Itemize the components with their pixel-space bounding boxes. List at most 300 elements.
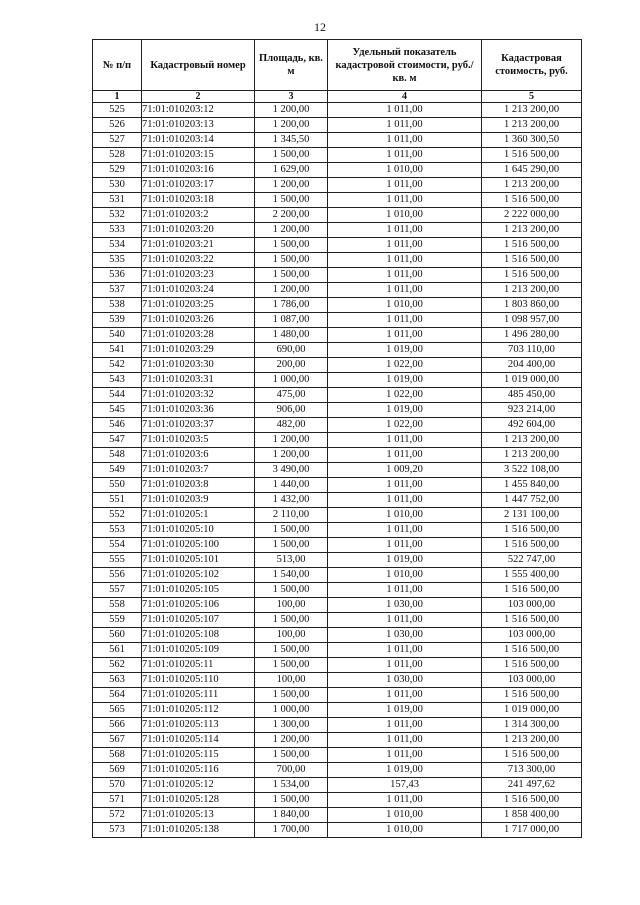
table-row	[93, 673, 582, 688]
cadastral-number-cell: 71:01:010203:25	[142, 298, 255, 313]
table-row	[93, 403, 582, 418]
cadastral-value-cell: 1 213 200,00	[482, 433, 582, 448]
row-number-cell: 558	[93, 598, 142, 613]
table-row	[93, 178, 582, 193]
area-cell: 1 500,00	[255, 793, 328, 808]
cadastral-value-cell: 1 516 500,00	[482, 583, 582, 598]
table-row	[93, 463, 582, 478]
table-row	[93, 568, 582, 583]
cadastral-value-cell: 713 300,00	[482, 763, 582, 778]
row-number-cell: 547	[93, 433, 142, 448]
table-row	[93, 118, 582, 133]
header-specific-value: Удельный показатель кадастровой стоимости, руб./кв. м	[328, 40, 482, 91]
cadastral-number-cell: 71:01:010205:106	[142, 598, 255, 613]
row-number-cell: 537	[93, 283, 142, 298]
area-cell: 1 500,00	[255, 523, 328, 538]
row-number-cell: 527	[93, 133, 142, 148]
specific-value-cell: 1 010,00	[328, 208, 482, 223]
cadastral-number-cell: 71:01:010205:107	[142, 613, 255, 628]
cadastral-value-cell: 1 717 000,00	[482, 823, 582, 838]
area-cell: 1 534,00	[255, 778, 328, 793]
row-number-cell: 554	[93, 538, 142, 553]
row-number-cell: 530	[93, 178, 142, 193]
table-row	[93, 358, 582, 373]
specific-value-cell: 1 011,00	[328, 238, 482, 253]
table-row	[93, 313, 582, 328]
cadastral-number-cell: 71:01:010203:24	[142, 283, 255, 298]
area-cell: 3 490,00	[255, 463, 328, 478]
cadastral-number-cell: 71:01:010205:110	[142, 673, 255, 688]
cadastral-number-cell: 71:01:010203:17	[142, 178, 255, 193]
row-number-cell: 559	[93, 613, 142, 628]
cadastral-number-cell: 71:01:010203:5	[142, 433, 255, 448]
area-cell: 1 786,00	[255, 298, 328, 313]
area-cell: 1 200,00	[255, 733, 328, 748]
cadastral-value-cell: 522 747,00	[482, 553, 582, 568]
row-number-cell: 548	[93, 448, 142, 463]
cadastral-value-cell: 923 214,00	[482, 403, 582, 418]
specific-value-cell: 1 011,00	[328, 118, 482, 133]
cadastral-number-cell: 71:01:010203:18	[142, 193, 255, 208]
cadastral-number-cell: 71:01:010203:32	[142, 388, 255, 403]
cadastral-value-cell: 1 447 752,00	[482, 493, 582, 508]
table-row	[93, 823, 582, 838]
row-number-cell: 543	[93, 373, 142, 388]
row-number-cell: 528	[93, 148, 142, 163]
specific-value-cell: 1 019,00	[328, 763, 482, 778]
specific-value-cell: 1 030,00	[328, 598, 482, 613]
row-number-cell: 568	[93, 748, 142, 763]
row-number-cell: 565	[93, 703, 142, 718]
cadastral-number-cell: 71:01:010205:101	[142, 553, 255, 568]
specific-value-cell: 1 019,00	[328, 703, 482, 718]
cadastral-value-cell: 1 803 860,00	[482, 298, 582, 313]
row-number-cell: 536	[93, 268, 142, 283]
cadastral-value-cell: 1 213 200,00	[482, 733, 582, 748]
row-number-cell: 552	[93, 508, 142, 523]
table-row	[93, 448, 582, 463]
table-row	[93, 613, 582, 628]
area-cell: 100,00	[255, 628, 328, 643]
cadastral-number-cell: 71:01:010205:112	[142, 703, 255, 718]
table-row	[93, 328, 582, 343]
cadastral-number-cell: 71:01:010205:1	[142, 508, 255, 523]
area-cell: 1 432,00	[255, 493, 328, 508]
area-cell: 690,00	[255, 343, 328, 358]
cadastral-number-cell: 71:01:010203:16	[142, 163, 255, 178]
specific-value-cell: 1 011,00	[328, 223, 482, 238]
row-number-cell: 563	[93, 673, 142, 688]
table-row	[93, 538, 582, 553]
table-row	[93, 658, 582, 673]
cadastral-number-cell: 71:01:010203:12	[142, 103, 255, 118]
area-cell: 1 200,00	[255, 118, 328, 133]
cadastral-value-cell: 3 522 108,00	[482, 463, 582, 478]
cadastral-number-cell: 71:01:010203:21	[142, 238, 255, 253]
specific-value-cell: 1 010,00	[328, 823, 482, 838]
cadastral-value-cell: 703 110,00	[482, 343, 582, 358]
column-index: 3	[255, 91, 328, 103]
specific-value-cell: 1 011,00	[328, 493, 482, 508]
area-cell: 100,00	[255, 598, 328, 613]
cadastral-number-cell: 71:01:010205:115	[142, 748, 255, 763]
table-row	[93, 133, 582, 148]
row-number-cell: 534	[93, 238, 142, 253]
area-cell: 1 200,00	[255, 283, 328, 298]
table-row	[93, 193, 582, 208]
row-number-cell: 550	[93, 478, 142, 493]
specific-value-cell: 1 011,00	[328, 253, 482, 268]
cadastral-value-cell: 103 000,00	[482, 673, 582, 688]
table-row	[93, 763, 582, 778]
cadastral-number-cell: 71:01:010203:14	[142, 133, 255, 148]
table-row	[93, 268, 582, 283]
table-row	[93, 163, 582, 178]
area-cell: 1 480,00	[255, 328, 328, 343]
row-number-cell: 561	[93, 643, 142, 658]
specific-value-cell: 1 010,00	[328, 568, 482, 583]
area-cell: 482,00	[255, 418, 328, 433]
specific-value-cell: 1 030,00	[328, 673, 482, 688]
table-row	[93, 208, 582, 223]
specific-value-cell: 1 019,00	[328, 403, 482, 418]
table-row	[93, 778, 582, 793]
specific-value-cell: 157,43	[328, 778, 482, 793]
cadastral-value-cell: 1 516 500,00	[482, 688, 582, 703]
row-number-cell: 525	[93, 103, 142, 118]
row-number-cell: 553	[93, 523, 142, 538]
specific-value-cell: 1 011,00	[328, 268, 482, 283]
table-row	[93, 283, 582, 298]
cadastral-number-cell: 71:01:010205:109	[142, 643, 255, 658]
cadastral-value-cell: 1 314 300,00	[482, 718, 582, 733]
area-cell: 1 200,00	[255, 178, 328, 193]
specific-value-cell: 1 019,00	[328, 553, 482, 568]
cadastral-value-cell: 2 131 100,00	[482, 508, 582, 523]
cadastral-number-cell: 71:01:010203:36	[142, 403, 255, 418]
area-cell: 1 500,00	[255, 688, 328, 703]
area-cell: 513,00	[255, 553, 328, 568]
row-number-cell: 541	[93, 343, 142, 358]
cadastral-value-cell: 492 604,00	[482, 418, 582, 433]
specific-value-cell: 1 022,00	[328, 418, 482, 433]
table-row	[93, 793, 582, 808]
header-row-number: № п/п	[93, 40, 142, 91]
area-cell: 1 440,00	[255, 478, 328, 493]
area-cell: 1 000,00	[255, 373, 328, 388]
table-row	[93, 433, 582, 448]
specific-value-cell: 1 011,00	[328, 733, 482, 748]
row-number-cell: 569	[93, 763, 142, 778]
cadastral-value-cell: 1 516 500,00	[482, 523, 582, 538]
row-number-cell: 545	[93, 403, 142, 418]
cadastral-value-cell: 1 858 400,00	[482, 808, 582, 823]
area-cell: 1 300,00	[255, 718, 328, 733]
specific-value-cell: 1 022,00	[328, 388, 482, 403]
cadastral-value-cell: 204 400,00	[482, 358, 582, 373]
cadastral-number-cell: 71:01:010203:20	[142, 223, 255, 238]
header-cadastral-number: Кадастровый номер	[142, 40, 255, 91]
area-cell: 1 000,00	[255, 703, 328, 718]
table-row	[93, 553, 582, 568]
area-cell: 1 500,00	[255, 268, 328, 283]
cadastral-value-cell: 485 450,00	[482, 388, 582, 403]
specific-value-cell: 1 011,00	[328, 148, 482, 163]
specific-value-cell: 1 011,00	[328, 523, 482, 538]
cadastral-value-cell: 1 516 500,00	[482, 268, 582, 283]
area-cell: 1 500,00	[255, 658, 328, 673]
specific-value-cell: 1 011,00	[328, 658, 482, 673]
area-cell: 1 345,50	[255, 133, 328, 148]
cadastral-number-cell: 71:01:010203:30	[142, 358, 255, 373]
area-cell: 1 500,00	[255, 538, 328, 553]
specific-value-cell: 1 010,00	[328, 298, 482, 313]
area-cell: 200,00	[255, 358, 328, 373]
table-row	[93, 808, 582, 823]
row-number-cell: 535	[93, 253, 142, 268]
cadastral-number-cell: 71:01:010203:13	[142, 118, 255, 133]
specific-value-cell: 1 011,00	[328, 433, 482, 448]
specific-value-cell: 1 011,00	[328, 613, 482, 628]
table-row	[93, 583, 582, 598]
row-number-cell: 567	[93, 733, 142, 748]
cadastral-value-cell: 241 497,62	[482, 778, 582, 793]
area-cell: 1 200,00	[255, 103, 328, 118]
cadastral-number-cell: 71:01:010205:108	[142, 628, 255, 643]
cadastral-number-cell: 71:01:010205:10	[142, 523, 255, 538]
row-number-cell: 571	[93, 793, 142, 808]
table-row	[93, 298, 582, 313]
specific-value-cell: 1 011,00	[328, 688, 482, 703]
cadastral-value-cell: 103 000,00	[482, 628, 582, 643]
cadastral-number-cell: 71:01:010205:128	[142, 793, 255, 808]
table-row	[93, 508, 582, 523]
cadastral-value-cell: 1 098 957,00	[482, 313, 582, 328]
specific-value-cell: 1 011,00	[328, 103, 482, 118]
cadastral-value-cell: 1 645 290,00	[482, 163, 582, 178]
cadastral-value-cell: 1 019 000,00	[482, 373, 582, 388]
table-row	[93, 628, 582, 643]
row-number-cell: 540	[93, 328, 142, 343]
table-row	[93, 703, 582, 718]
area-cell: 1 500,00	[255, 643, 328, 658]
table-row	[93, 343, 582, 358]
table-row	[93, 148, 582, 163]
specific-value-cell: 1 011,00	[328, 283, 482, 298]
specific-value-cell: 1 022,00	[328, 358, 482, 373]
cadastral-number-cell: 71:01:010203:9	[142, 493, 255, 508]
specific-value-cell: 1 011,00	[328, 793, 482, 808]
table-column-index-row	[93, 91, 582, 103]
cadastral-value-cell: 1 213 200,00	[482, 283, 582, 298]
cadastral-number-cell: 71:01:010203:7	[142, 463, 255, 478]
cadastral-value-cell: 1 019 000,00	[482, 703, 582, 718]
cadastral-value-cell: 1 516 500,00	[482, 238, 582, 253]
specific-value-cell: 1 011,00	[328, 193, 482, 208]
column-index: 5	[482, 91, 582, 103]
row-number-cell: 538	[93, 298, 142, 313]
cadastral-number-cell: 71:01:010205:13	[142, 808, 255, 823]
row-number-cell: 546	[93, 418, 142, 433]
cadastral-number-cell: 71:01:010205:138	[142, 823, 255, 838]
column-index: 1	[93, 91, 142, 103]
cadastral-number-cell: 71:01:010203:26	[142, 313, 255, 328]
specific-value-cell: 1 011,00	[328, 313, 482, 328]
specific-value-cell: 1 011,00	[328, 643, 482, 658]
row-number-cell: 572	[93, 808, 142, 823]
page-number: 12	[314, 20, 326, 34]
table-row	[93, 478, 582, 493]
cadastral-value-cell: 1 516 500,00	[482, 193, 582, 208]
cadastral-number-cell: 71:01:010205:105	[142, 583, 255, 598]
row-number-cell: 526	[93, 118, 142, 133]
cadastral-number-cell: 71:01:010203:6	[142, 448, 255, 463]
area-cell: 1 629,00	[255, 163, 328, 178]
cadastral-value-cell: 1 516 500,00	[482, 793, 582, 808]
area-cell: 1 700,00	[255, 823, 328, 838]
header-area: Площадь, кв. м	[255, 40, 328, 91]
cadastral-value-cell: 1 455 840,00	[482, 478, 582, 493]
row-number-cell: 555	[93, 553, 142, 568]
cadastral-number-cell: 71:01:010205:100	[142, 538, 255, 553]
row-number-cell: 560	[93, 628, 142, 643]
cadastral-number-cell: 71:01:010203:15	[142, 148, 255, 163]
area-cell: 1 500,00	[255, 748, 328, 763]
table-row	[93, 718, 582, 733]
cadastral-number-cell: 71:01:010205:116	[142, 763, 255, 778]
specific-value-cell: 1 010,00	[328, 163, 482, 178]
table-row	[93, 733, 582, 748]
cadastral-value-table	[92, 39, 582, 838]
area-cell: 1 500,00	[255, 613, 328, 628]
area-cell: 475,00	[255, 388, 328, 403]
specific-value-cell: 1 011,00	[328, 178, 482, 193]
row-number-cell: 549	[93, 463, 142, 478]
cadastral-number-cell: 71:01:010205:12	[142, 778, 255, 793]
row-number-cell: 556	[93, 568, 142, 583]
specific-value-cell: 1 011,00	[328, 583, 482, 598]
table-row	[93, 238, 582, 253]
cadastral-value-cell: 103 000,00	[482, 598, 582, 613]
row-number-cell: 562	[93, 658, 142, 673]
area-cell: 1 200,00	[255, 223, 328, 238]
specific-value-cell: 1 011,00	[328, 328, 482, 343]
row-number-cell: 531	[93, 193, 142, 208]
table-row	[93, 748, 582, 763]
specific-value-cell: 1 011,00	[328, 448, 482, 463]
specific-value-cell: 1 011,00	[328, 538, 482, 553]
column-index: 4	[328, 91, 482, 103]
area-cell: 1 200,00	[255, 448, 328, 463]
cadastral-number-cell: 71:01:010205:111	[142, 688, 255, 703]
specific-value-cell: 1 010,00	[328, 808, 482, 823]
cadastral-value-cell: 1 496 280,00	[482, 328, 582, 343]
row-number-cell: 573	[93, 823, 142, 838]
cadastral-number-cell: 71:01:010203:31	[142, 373, 255, 388]
cadastral-value-cell: 1 213 200,00	[482, 448, 582, 463]
cadastral-value-cell: 1 516 500,00	[482, 253, 582, 268]
row-number-cell: 551	[93, 493, 142, 508]
table-row	[93, 493, 582, 508]
cadastral-number-cell: 71:01:010203:23	[142, 268, 255, 283]
area-cell: 1 500,00	[255, 193, 328, 208]
cadastral-value-cell: 1 516 500,00	[482, 613, 582, 628]
table-row	[93, 253, 582, 268]
row-number-cell: 532	[93, 208, 142, 223]
cadastral-value-cell: 1 516 500,00	[482, 643, 582, 658]
table-row	[93, 688, 582, 703]
table-body	[93, 103, 582, 838]
row-number-cell: 566	[93, 718, 142, 733]
table-row	[93, 643, 582, 658]
table-row	[93, 388, 582, 403]
cadastral-number-cell: 71:01:010203:22	[142, 253, 255, 268]
column-index: 2	[142, 91, 255, 103]
specific-value-cell: 1 030,00	[328, 628, 482, 643]
row-number-cell: 570	[93, 778, 142, 793]
specific-value-cell: 1 011,00	[328, 748, 482, 763]
specific-value-cell: 1 011,00	[328, 718, 482, 733]
area-cell: 1 200,00	[255, 433, 328, 448]
table-row	[93, 598, 582, 613]
specific-value-cell: 1 009,20	[328, 463, 482, 478]
table-row	[93, 103, 582, 118]
row-number-cell: 539	[93, 313, 142, 328]
cadastral-number-cell: 71:01:010203:28	[142, 328, 255, 343]
area-cell: 1 500,00	[255, 238, 328, 253]
cadastral-number-cell: 71:01:010203:8	[142, 478, 255, 493]
row-number-cell: 564	[93, 688, 142, 703]
row-number-cell: 533	[93, 223, 142, 238]
cadastral-number-cell: 71:01:010205:114	[142, 733, 255, 748]
specific-value-cell: 1 010,00	[328, 508, 482, 523]
row-number-cell: 529	[93, 163, 142, 178]
area-cell: 1 500,00	[255, 253, 328, 268]
cadastral-number-cell: 71:01:010205:113	[142, 718, 255, 733]
header-cadastral-value: Кадастровая стоимость, руб.	[482, 40, 582, 91]
cadastral-value-cell: 1 516 500,00	[482, 658, 582, 673]
cadastral-value-cell: 1 516 500,00	[482, 538, 582, 553]
cadastral-number-cell: 71:01:010205:102	[142, 568, 255, 583]
table-header-row	[93, 40, 582, 91]
area-cell: 1 087,00	[255, 313, 328, 328]
table-row	[93, 223, 582, 238]
specific-value-cell: 1 019,00	[328, 373, 482, 388]
cadastral-value-cell: 1 516 500,00	[482, 748, 582, 763]
table-row	[93, 523, 582, 538]
cadastral-number-cell: 71:01:010203:2	[142, 208, 255, 223]
area-cell: 1 540,00	[255, 568, 328, 583]
cadastral-number-cell: 71:01:010205:11	[142, 658, 255, 673]
cadastral-value-cell: 1 213 200,00	[482, 178, 582, 193]
specific-value-cell: 1 019,00	[328, 343, 482, 358]
area-cell: 100,00	[255, 673, 328, 688]
cadastral-value-cell: 1 516 500,00	[482, 148, 582, 163]
area-cell: 1 500,00	[255, 583, 328, 598]
table-row	[93, 418, 582, 433]
specific-value-cell: 1 011,00	[328, 478, 482, 493]
cadastral-value-cell: 1 213 200,00	[482, 223, 582, 238]
area-cell: 2 200,00	[255, 208, 328, 223]
cadastral-number-cell: 71:01:010203:37	[142, 418, 255, 433]
cadastral-number-cell: 71:01:010203:29	[142, 343, 255, 358]
table-row	[93, 373, 582, 388]
area-cell: 1 840,00	[255, 808, 328, 823]
cadastral-value-cell: 1 213 200,00	[482, 118, 582, 133]
specific-value-cell: 1 011,00	[328, 133, 482, 148]
row-number-cell: 557	[93, 583, 142, 598]
cadastral-value-cell: 2 222 000,00	[482, 208, 582, 223]
